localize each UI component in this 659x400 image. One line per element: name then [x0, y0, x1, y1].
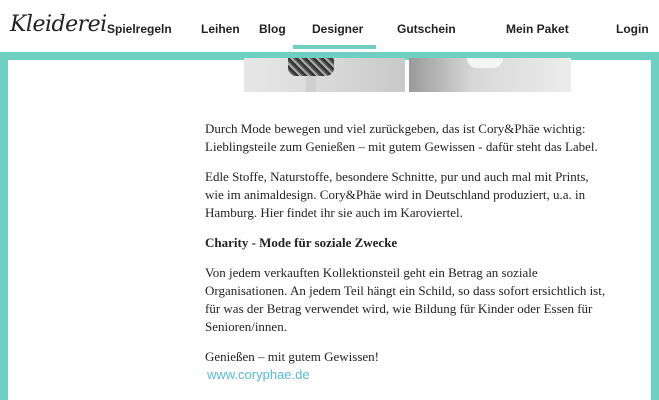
designer-website-link[interactable]: www.coryphae.de: [207, 367, 310, 382]
paragraph-closing: Genießen – mit gutem Gewissen!: [205, 349, 380, 364]
nav-item-mein-paket[interactable]: Mein Paket: [506, 22, 569, 36]
designer-photo-right: [409, 58, 571, 92]
site-logo[interactable]: Kleiderei: [10, 12, 107, 37]
nav-item-designer[interactable]: Designer: [312, 22, 364, 36]
designer-description: [205, 120, 610, 384]
nav-item-blog[interactable]: Blog: [259, 22, 286, 36]
active-tab-indicator: [293, 45, 376, 49]
top-navigation: [0, 0, 659, 58]
nav-item-login[interactable]: Login: [616, 22, 649, 36]
dress-print-graphic: [288, 58, 334, 76]
nav-item-spielregeln[interactable]: Spielregeln: [107, 22, 172, 36]
paragraph-materials: Edle Stoffe, Naturstoffe, besondere Schnitte, pur und auch mal mit Prints, wie im animaldesign. Cory&Phäe wird in Deutschland produziert, u.a. in Hamburg. Hier findet ihr sie auch im Karoviertel.: [205, 169, 589, 220]
leg-graphic: [306, 76, 316, 92]
nav-item-leihen[interactable]: Leihen: [201, 22, 240, 36]
charity-heading: Charity - Mode für soziale Zwecke: [205, 235, 398, 250]
nav-item-gutschein[interactable]: Gutschein: [397, 22, 456, 36]
paragraph-intro: Durch Mode bewegen und viel zurückgeben, das ist Cory&Phäe wichtig: Lieblingsteile zum Genießen – mit gutem Gewissen - dafür steht das Label.: [205, 121, 598, 154]
designer-photo-left: [244, 58, 405, 92]
paragraph-charity: Von jedem verkauften Kollektionsteil geht ein Betrag an soziale Organisationen. An jedem Teil hängt ein Schild, so dass sofort ersichtlich ist, für was der Betrag verwendet wird, wie Bildung für Kinder oder Essen für Senioren/innen.: [205, 265, 606, 334]
garment-graphic: [467, 58, 503, 68]
